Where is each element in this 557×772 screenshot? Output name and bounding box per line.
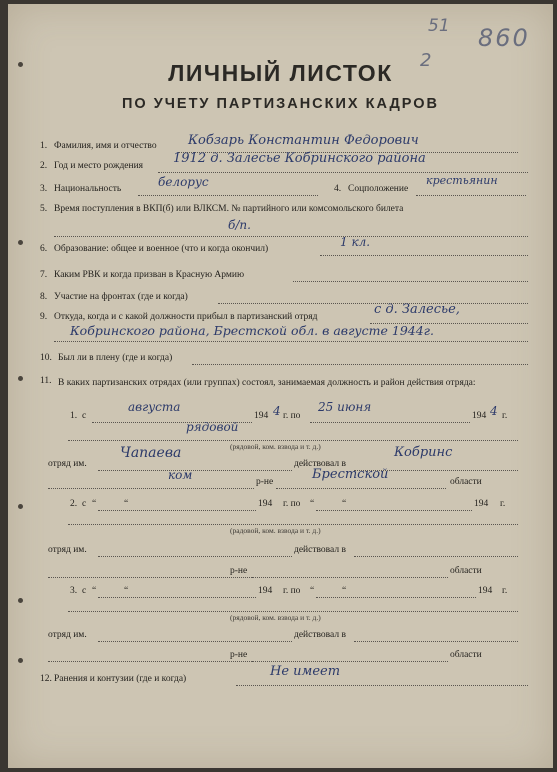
entry-from-prefix: с	[82, 499, 87, 509]
archive-stamp-number: 860	[478, 24, 530, 52]
entry-acted-value: Кобринс	[394, 445, 453, 460]
entry-obl-value: Брестской	[312, 467, 389, 482]
entry-end-year: 194	[478, 586, 493, 596]
field-line	[252, 661, 448, 662]
entry-rn-value: ком	[168, 468, 193, 482]
title-mark: 2	[420, 50, 432, 71]
field-line	[54, 341, 528, 342]
entry-g: г.	[500, 499, 506, 509]
page-title: ЛИЧНЫЙ ЛИСТОК	[168, 60, 393, 86]
field-line	[98, 470, 292, 471]
entry-to-word: г. по	[283, 586, 301, 596]
entry-rn-label: р-не	[256, 477, 274, 487]
entry-otryad-label: отряд им.	[48, 459, 87, 469]
field-line	[98, 510, 256, 511]
field-label-nationality: Национальность	[54, 184, 122, 194]
field-number: 6.	[40, 244, 48, 254]
entry-end-year: 194	[474, 499, 489, 509]
entry-to-word: г. по	[283, 499, 301, 509]
entry-acted-label: действовал в	[294, 459, 346, 469]
field-line	[98, 556, 292, 557]
field-label-fronts: Участие на фронтах (где и когда)	[54, 292, 188, 302]
field-line	[252, 577, 448, 578]
field-label-social: Соцположение	[348, 184, 409, 194]
field-value-name: Кобзарь Константин Федорович	[188, 133, 419, 148]
field-line	[320, 255, 528, 256]
sheet-number-annotation: 51	[428, 16, 450, 36]
field-line	[48, 488, 254, 489]
field-line	[276, 488, 446, 489]
field-number: 10.	[40, 353, 52, 363]
binding-hole	[18, 240, 23, 245]
entry-number: 3.	[70, 586, 78, 596]
entry-quote: “	[92, 499, 97, 509]
entry-quote: “	[342, 586, 347, 596]
entry-from-prefix: с	[82, 586, 87, 596]
field-number: 11.	[40, 376, 52, 386]
entry-year-word: 194	[258, 499, 273, 509]
field-line	[98, 641, 292, 642]
entry-quote: “	[92, 586, 97, 596]
binding-hole	[18, 658, 23, 663]
entry-otryad-value: Чапаева	[120, 445, 182, 461]
entry-position-hint: (радовой, ком. взвода и т. д.)	[230, 526, 321, 535]
entry-number: 2.	[70, 499, 78, 509]
field-line	[68, 524, 518, 525]
field-label-draft: Каким РВК и когда призван в Красную Армию	[54, 270, 245, 280]
entry-rn-label: р-не	[230, 566, 248, 576]
field-line	[354, 641, 518, 642]
field-line	[310, 422, 470, 423]
field-line	[138, 195, 318, 196]
entry-from-prefix: с	[82, 411, 87, 421]
field-number: 3.	[40, 184, 48, 194]
field-line	[236, 685, 528, 686]
field-line	[316, 597, 476, 598]
entry-obl-label: области	[450, 477, 482, 487]
field-line	[416, 195, 526, 196]
binding-hole	[18, 376, 23, 381]
field-number: 8.	[40, 292, 48, 302]
entry-quote: “	[310, 499, 315, 509]
entry-from-year-value: 4	[273, 404, 281, 418]
field-value-nationality: белорус	[158, 175, 209, 189]
entry-rn-label: р-не	[230, 650, 248, 660]
entry-to-year-value: 4	[490, 404, 498, 418]
field-value-education: 1 кл.	[340, 235, 371, 249]
field-number: 5.	[40, 204, 48, 214]
entry-obl-label: области	[450, 566, 482, 576]
field-label-party: Время поступления в ВКП(б) или ВЛКСМ. № партийного или комсомольского билета	[54, 204, 404, 214]
entry-acted-label: действовал в	[294, 630, 346, 640]
entry-quote: “	[342, 499, 347, 509]
entry-obl-label: области	[450, 650, 482, 660]
field-label-birth: Год и место рождения	[54, 161, 144, 171]
entry-position-hint: (рядовой, ком. взвода и т. д.)	[230, 442, 321, 451]
entry-position-hint: (рядовой, ком. взвода и т. д.)	[230, 613, 321, 622]
field-number: 12.	[40, 674, 52, 684]
field-label-wounds: Ранения и контузии (где и когда)	[54, 674, 187, 684]
field-line	[68, 611, 518, 612]
field-line	[316, 510, 472, 511]
field-line	[354, 556, 518, 557]
field-number: 2.	[40, 161, 48, 171]
field-label-captivity: Был ли в плену (где и когда)	[58, 353, 173, 363]
field-line	[293, 281, 528, 282]
entry-quote: “	[310, 586, 315, 596]
field-label-units: В каких партизанских отрядах (или группах) состоял, занимаемая должность и район действия отряда:	[58, 378, 476, 388]
field-line	[68, 440, 518, 441]
field-number: 1.	[40, 141, 48, 151]
field-label-name: Фамилия, имя и отчество	[54, 141, 157, 151]
field-value-birth: 1912 д. Залесье Кобринского района	[173, 151, 426, 166]
binding-hole	[18, 598, 23, 603]
page-subtitle: ПО УЧЕТУ ПАРТИЗАНСКИХ КАДРОВ	[121, 96, 440, 112]
field-number: 7.	[40, 270, 48, 280]
field-line	[158, 172, 528, 173]
field-line	[218, 303, 528, 304]
entry-otryad-label: отряд им.	[48, 630, 87, 640]
field-line	[48, 661, 254, 662]
field-line	[54, 236, 528, 237]
entry-year-word: 194	[258, 586, 273, 596]
field-line	[192, 364, 528, 365]
entry-quote: “	[124, 586, 129, 596]
entry-acted-label: действовал в	[294, 545, 346, 555]
entry-year-word: 194	[254, 411, 269, 421]
field-value-arrival-1: с д. Залесье,	[374, 302, 460, 317]
field-number: 4.	[334, 184, 342, 194]
entry-from-value: августа	[128, 400, 181, 414]
entry-to-value: 25 июня	[318, 400, 372, 414]
entry-end-year: 194	[472, 411, 487, 421]
entry-g: г.	[502, 411, 508, 421]
field-line	[98, 597, 256, 598]
field-value-party: б/п.	[228, 218, 251, 232]
entry-to-word: г. по	[283, 411, 301, 421]
entry-g: г.	[502, 586, 508, 596]
entry-quote: “	[124, 499, 129, 509]
document-sheet	[8, 4, 553, 768]
binding-hole	[18, 504, 23, 509]
field-label-arrival: Откуда, когда и с какой должности прибыл в партизанский отряд	[54, 312, 318, 322]
entry-otryad-label: отряд им.	[48, 545, 87, 555]
field-value-wounds: Не имеет	[270, 664, 341, 679]
entry-number: 1.	[70, 411, 78, 421]
entry-position-value: рядовой	[186, 420, 239, 434]
field-label-education: Образование: общее и военное (что и когда окончил)	[54, 244, 269, 254]
field-value-arrival-2: Кобринского района, Брестской обл. в августе 1944г.	[70, 323, 434, 338]
field-value-social: крестьянин	[426, 174, 498, 187]
field-number: 9.	[40, 312, 48, 322]
field-line	[48, 577, 254, 578]
